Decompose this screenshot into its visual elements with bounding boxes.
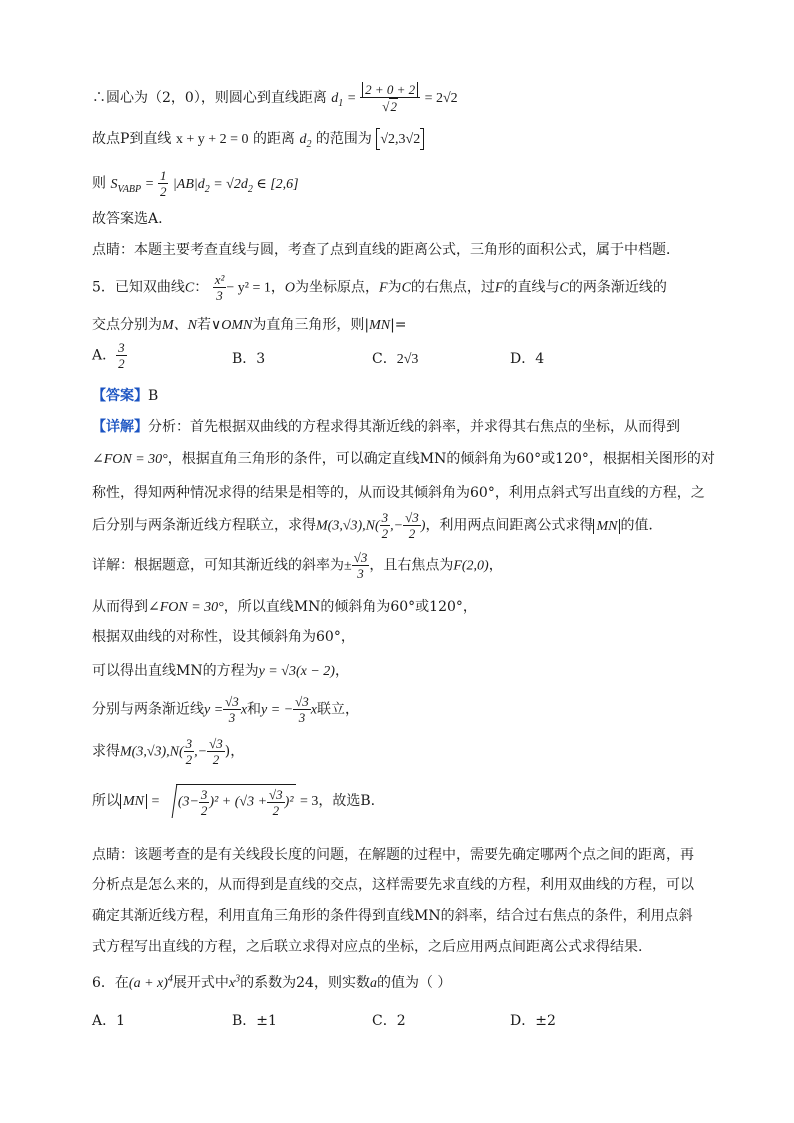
- detail-line-5: [92, 550, 503, 581]
- math: x: [310, 702, 317, 718]
- note-line-1: 点睛：该题考查的是有关线段长度的问题，在解题的过程中，需要先确定哪两个点之间的距离，再: [92, 847, 694, 863]
- fraction: $\frac{√3}{3}$: [353, 550, 368, 581]
- x-term: $x^3$: [228, 973, 241, 991]
- option-a[interactable]: A．1: [92, 1013, 126, 1029]
- text: 为坐标原点，: [295, 279, 380, 296]
- area-symbol: $S_{VABP}$: [110, 176, 142, 195]
- line-equation: x + y + 2 = 0: [175, 132, 249, 147]
- option-b[interactable]: B．±1: [232, 1013, 277, 1029]
- distance-result: = 2√2: [424, 91, 458, 106]
- math: MN: [120, 794, 147, 809]
- note-line-3: 确定其渐近线方程，利用直角三角形的条件得到直线MN的斜率，结合过右焦点的条件，利用点斜: [92, 908, 693, 924]
- question-6: [92, 972, 451, 992]
- var: C: [184, 280, 195, 296]
- detail-line-2: [92, 448, 715, 468]
- half-fraction: $\frac{1}{2}$: [159, 168, 167, 199]
- area-line: [92, 168, 299, 199]
- math: ∠FON = 30°: [92, 452, 168, 467]
- text: 的范围为: [315, 131, 372, 147]
- math: ±: [344, 558, 352, 574]
- text: 分析：首先根据双曲线的方程求得其渐近线的斜率，并求得其右焦点的坐标，从而得到: [148, 419, 680, 435]
- text: )，: [224, 743, 245, 760]
- detail-line-3: 称性，得知两种情况求得的结果是相等的，从而设其倾斜角为60°，利用点斜式写出直线的方程，之: [92, 485, 705, 501]
- equals: =: [145, 176, 154, 192]
- text: 5．已知双曲线: [92, 279, 185, 296]
- text: 展开式中: [172, 975, 229, 991]
- text: ，所以直线MN的倾斜角为60°或120°，: [223, 599, 477, 615]
- equals: =: [347, 91, 356, 106]
- text: ，: [334, 663, 349, 679]
- sqrt-expression: (3− $\frac{3}{2}$ )² + (√3 + $\frac{√3}{2}$ )²: [164, 784, 296, 818]
- text: 故点P到直线: [92, 131, 172, 147]
- math: = 3: [299, 794, 319, 809]
- detail-line-4: [92, 510, 653, 541]
- comment-line: 点睛：本题主要考查直线与圆，考查了点到直线的距离公式，三角形的面积公式，属于中档题．: [92, 242, 680, 258]
- math: x: [240, 702, 248, 718]
- distance-fraction: 2 + 0 + 2 √ 2: [360, 82, 420, 114]
- math: y =: [204, 702, 224, 718]
- answer-label: 【答案】: [92, 388, 148, 404]
- expr: $(a + x)^4$: [128, 973, 173, 991]
- var-d2: $d_2$: [299, 132, 312, 150]
- text: 求得: [92, 743, 120, 760]
- var: F: [379, 280, 388, 296]
- detail-label: 【详解】: [92, 419, 148, 435]
- var: C: [401, 280, 411, 296]
- math: ∠FON = 30°: [148, 600, 224, 615]
- math: ,−: [390, 518, 404, 534]
- text: ，利用两点间距离公式求得: [425, 517, 594, 534]
- option-d[interactable]: D．±2: [510, 1013, 556, 1029]
- text: − y² = 1，: [226, 280, 285, 296]
- text: 详解：根据题意，可知其渐近线的斜率为: [92, 557, 344, 574]
- distance-line: [92, 82, 458, 114]
- text: 若: [197, 317, 211, 333]
- math: M(3,√3),N(: [120, 744, 184, 760]
- text: 联立，: [317, 701, 359, 718]
- math: ): [420, 518, 426, 534]
- var: C: [559, 280, 569, 296]
- text: 为: [387, 279, 402, 296]
- fraction: $\frac{√3}{2}$: [405, 510, 419, 541]
- detail-line-7: 根据双曲线的对称性，设其倾斜角为60°，: [92, 629, 355, 645]
- note-line-4: 式方程写出直线的方程，之后联立求得对应点的坐标，之后应用两点间距离公式求得结果.: [92, 939, 643, 955]
- detail-line-10: [92, 736, 244, 767]
- text: 所以: [92, 793, 120, 809]
- text: ：: [194, 279, 209, 296]
- text: 交点分别为: [92, 317, 162, 333]
- math: F(2,0): [453, 558, 489, 574]
- var: a: [369, 976, 377, 991]
- text: 的右焦点，过: [410, 279, 495, 296]
- text: 的距离: [253, 131, 296, 147]
- detail-line-6: [92, 596, 477, 616]
- fraction: $\frac{√3}{3}$: [295, 694, 309, 725]
- var: MN: [369, 318, 391, 333]
- text: ，: [488, 557, 503, 574]
- math: y = √3(x − 2): [258, 664, 335, 679]
- text: ，且右焦点为: [369, 557, 454, 574]
- var: F: [494, 280, 504, 296]
- option-c[interactable]: C．2: [372, 1013, 406, 1029]
- fraction: $\frac{3}{2}$: [381, 510, 389, 541]
- answer-choice-line: 故答案选A.: [92, 211, 163, 227]
- math: y = −: [261, 702, 294, 718]
- text: 6．在: [92, 975, 129, 991]
- range-line: [92, 128, 424, 150]
- var: M、N: [162, 318, 197, 333]
- answer-value: B: [148, 388, 159, 404]
- text: 后分别与两条渐近线方程联立，求得: [92, 517, 316, 534]
- math: MN: [593, 519, 620, 534]
- math: =: [151, 794, 160, 809]
- text: 的值为（ ）: [376, 975, 452, 991]
- text: 分别与两条渐近线: [92, 701, 204, 718]
- text: 从而得到: [92, 599, 148, 615]
- question-5-line-2: [92, 314, 407, 334]
- bracket-close: [420, 128, 424, 150]
- option-d[interactable]: D．4: [510, 351, 545, 367]
- area-body: $|AB|d_2 = √2d_2$ ∈ [2,6]: [172, 176, 299, 195]
- text: 的两条渐近线的: [568, 279, 667, 296]
- range-value: √2,3√2: [380, 132, 421, 147]
- detail-line-8: [92, 660, 349, 680]
- text: 的系数为24，则实数: [240, 975, 370, 991]
- detail-line-11: [92, 784, 375, 818]
- math: ,−: [194, 744, 208, 760]
- text: 则: [92, 175, 106, 192]
- var: ∨OMN: [211, 318, 253, 333]
- text: 的直线与: [503, 279, 560, 296]
- text: ，根据直角三角形的条件，可以确定直线MN的倾斜角为60°或120°，根据相关图形的对: [167, 451, 715, 467]
- fraction: $\frac{√3}{2}$: [209, 736, 223, 767]
- text: 为直角三角形，则|: [252, 317, 370, 333]
- text: ∴圆心为（2，0），则圆心到直线距离: [92, 90, 327, 106]
- text: 可以得出直线MN的方程为: [92, 663, 259, 679]
- var-d1: $d_1$: [331, 91, 344, 109]
- detail-line-9: [92, 694, 359, 725]
- note-line-2: 分析点是怎么来的，从而得到是直线的交点，这样需要先求直线的方程，利用双曲线的方程，可以: [92, 877, 694, 893]
- fraction: $\frac{√3}{3}$: [225, 694, 239, 725]
- question-5-line-1: [92, 272, 667, 303]
- detail-line-1: [92, 416, 680, 436]
- option-b[interactable]: B．3: [232, 351, 266, 367]
- var: O: [284, 280, 296, 296]
- text: 和: [247, 701, 262, 718]
- option-c[interactable]: C．2√3: [372, 351, 419, 367]
- hyperbola-fraction: $\frac{\text{x²}}{3}$: [214, 272, 225, 303]
- text: ，故选B.: [318, 793, 376, 809]
- fraction: $\frac{3}{2}$: [185, 736, 193, 767]
- text: |=: [390, 317, 407, 333]
- math: M(3,√3),N(: [316, 518, 380, 534]
- option-a[interactable]: A． $\frac{3}{2}$: [92, 340, 125, 371]
- text: 的值.: [620, 517, 653, 534]
- answer-line: [92, 385, 158, 405]
